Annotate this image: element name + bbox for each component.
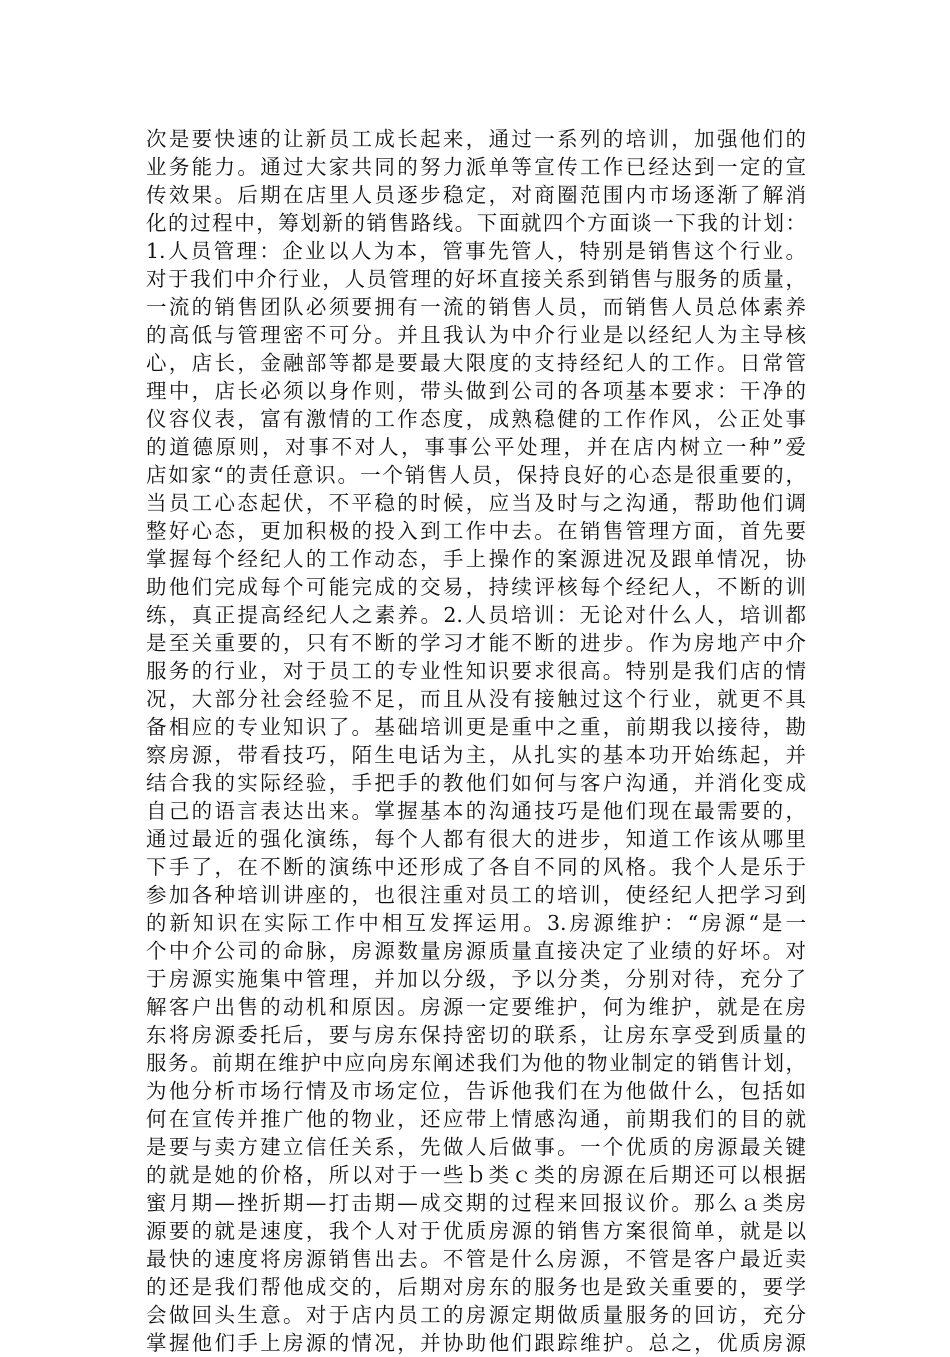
text-line: 的道德原则，对事不对人，事事公平处理，并在店内树立一种”爱 xyxy=(146,435,806,459)
text-line: 整好心态，更加积极的投入到工作中去。在销售管理方面，首先要 xyxy=(146,519,806,543)
text-line: 的新知识在实际工作中相互发挥运用。3.房源维护：“房源“是一 xyxy=(146,911,806,935)
text-line: 通过最近的强化演练，每个人都有很大的进步，知道工作该从哪里 xyxy=(146,827,806,851)
text-line: 次是要快速的让新员工成长起来，通过一系列的培训，加强他们的 xyxy=(146,127,806,151)
text-line: 助他们完成每个可能完成的交易，持续评核每个经纪人，不断的训 xyxy=(146,575,806,599)
text-line: 参加各种培训讲座的，也很注重对员工的培训，使经纪人把学习到 xyxy=(146,883,806,907)
text-line: 最快的速度将房源销售出去。不管是什么房源，不管是客户最近卖 xyxy=(146,1247,806,1271)
text-line: 是要与卖方建立信任关系，先做人后做事。一个优质的房源最关键 xyxy=(146,1135,806,1159)
text-line: 掌握他们手上房源的情况，并协助他们跟踪维护。总之，优质房源 xyxy=(146,1331,806,1355)
text-line: 是至关重要的，只有不断的学习才能不断的进步。作为房地产中介 xyxy=(146,631,806,655)
text-line: 解客户出售的动机和原因。房源一定要维护，何为维护，就是在房 xyxy=(146,995,806,1019)
text-line: 源要的就是速度，我个人对于优质房源的销售方案很简单，就是以 xyxy=(146,1219,806,1243)
text-line: 个中介公司的命脉，房源数量房源质量直接决定了业绩的好坏。对 xyxy=(146,939,806,963)
text-line: 况，大部分社会经验不足，而且从没有接触过这个行业，就更不具 xyxy=(146,687,806,711)
text-line: 掌握每个经纪人的工作动态，手上操作的案源进况及跟单情况，协 xyxy=(146,547,806,571)
text-line: 自己的语言表达出来。掌握基本的沟通技巧是他们现在最需要的， xyxy=(146,799,806,823)
text-line: 下手了，在不断的演练中还形成了各自不同的风格。我个人是乐于 xyxy=(146,855,806,879)
text-line: 察房源，带看技巧，陌生电话为主，从扎实的基本功开始练起，并 xyxy=(146,743,806,767)
text-line: 店如家“的责任意识。一个销售人员，保持良好的心态是很重要的， xyxy=(146,463,806,487)
text-line: 备相应的专业知识了。基础培训更是重中之重，前期我以接待，勘 xyxy=(146,715,806,739)
text-line: 结合我的实际经验，手把手的教他们如何与客户沟通，并消化变成 xyxy=(146,771,806,795)
text-line: 理中，店长必须以身作则，带头做到公司的各项基本要求：干净的 xyxy=(146,379,806,403)
text-line: 传效果。后期在店里人员逐步稳定，对商圈范围内市场逐渐了解消 xyxy=(146,183,806,207)
text-line: 的高低与管理密不可分。并且我认为中介行业是以经纪人为主导核 xyxy=(146,323,806,347)
text-line: 服务。前期在维护中应向房东阐述我们为他的物业制定的销售计划， xyxy=(146,1051,806,1075)
text-line: 业务能力。通过大家共同的努力派单等宣传工作已经达到一定的宣 xyxy=(146,155,806,179)
text-line: 仪容仪表，富有激情的工作态度，成熟稳健的工作作风，公正处事 xyxy=(146,407,806,431)
text-line: 对于我们中介行业，人员管理的好坏直接关系到销售与服务的质量， xyxy=(146,267,806,291)
text-line: 于房源实施集中管理，并加以分级，予以分类，分别对待，充分了 xyxy=(146,967,806,991)
text-line: 为他分析市场行情及市场定位，告诉他我们在为他做什么，包括如 xyxy=(146,1079,806,1103)
text-line: 心，店长，金融部等都是要最大限度的支持经纪人的工作。日常管 xyxy=(146,351,806,375)
text-line: 化的过程中，筹划新的销售路线。下面就四个方面谈一下我的计划： xyxy=(146,211,806,235)
text-line: 会做回头生意。对于店内员工的房源定期做质量服务的回访，充分 xyxy=(146,1303,806,1327)
text-line: 一流的销售团队必须要拥有一流的销售人员，而销售人员总体素养 xyxy=(146,295,806,319)
text-line: 当员工心态起伏，不平稳的时候，应当及时与之沟通，帮助他们调 xyxy=(146,491,806,515)
body-text xyxy=(146,125,806,1357)
text-line: 的还是我们帮他成交的，后期对房东的服务也是致关重要的，要学 xyxy=(146,1275,806,1299)
text-line: 的就是她的价格，所以对于一些ｂ类ｃ类的房源在后期还可以根据 xyxy=(146,1163,806,1187)
text-line: 服务的行业，对于员工的专业性知识要求很高。特别是我们店的情 xyxy=(146,659,806,683)
text-line: 何在宣传并推广他的物业，还应带上情感沟通，前期我们的目的就 xyxy=(146,1107,806,1131)
text-line: 东将房源委托后，要与房东保持密切的联系，让房东享受到质量的 xyxy=(146,1023,806,1047)
text-line: 练，真正提高经纪人之素养。2.人员培训：无论对什么人，培训都 xyxy=(146,603,806,627)
text-line: 蜜月期—挫折期—打击期—成交期的过程来回报议价。那么ａ类房 xyxy=(146,1191,806,1215)
text-line: 1.人员管理：企业以人为本，管事先管人，特别是销售这个行业。 xyxy=(146,239,806,263)
